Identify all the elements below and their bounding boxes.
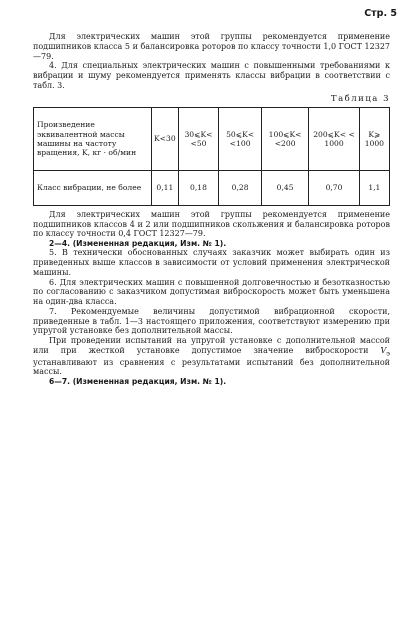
paragraph-test-installation [33, 336, 390, 377]
paragraph-bearings-class5: Для электрических машин этой группы рекомендуется применение подшипников класса 5 и балансировка роторов по классу точности 1,0 ГОСТ 12327—79. [33, 32, 390, 61]
page-number: Стр. 5 [364, 8, 397, 19]
velocity-symbol: V [380, 345, 387, 355]
paragraph-item-5: 5. В технически обоснованных случаях заказчик может выбирать один из приведенных выше классов в зависимости от условий применения электрической машины. [33, 248, 390, 277]
table-header-cell: K⩾ 1000 [359, 107, 389, 170]
table-cell: 0,45 [261, 170, 308, 205]
velocity-subscript: э [386, 349, 390, 358]
table-header-cell: K<30 [152, 107, 179, 170]
table-row [34, 170, 390, 205]
amendment-note-6-7: 6—7. (Измененная редакция, Изм. № 1). [49, 377, 227, 387]
table-header-cell: 50⩽K< <100 [219, 107, 262, 170]
table-cell: 0,11 [152, 170, 179, 205]
table-cell: 1,1 [359, 170, 389, 205]
table-header-cell: 200⩽K< < 1000 [309, 107, 359, 170]
paragraph-bearings-class4: Для электрических машин этой группы рекомендуется применение подшипников классов 4 и 2 или подшипников скольжения и балансировка роторов по классу точности 0,4 ГОСТ 12327—79. [33, 209, 390, 239]
paragraph-text-end: устанавливают из сравнения с результатами испытаний без дополнительной массы. [33, 357, 390, 377]
paragraph-item-4: 4. Для специальных электрических машин с повышенными требованиями к вибрации и шуму рекомендуется применять классы вибрации в соответствии с табл. 3. [33, 61, 390, 90]
vibration-class-table [33, 107, 390, 206]
table-title: Таблица 3 [330, 93, 390, 104]
table-header-cell: Произведение эквивалентной массы машины на частоту вращения, K, кг · об/мин [34, 107, 152, 170]
table-cell: 0,28 [219, 170, 262, 205]
table-cell: 0,70 [309, 170, 359, 205]
document-body [33, 32, 390, 386]
paragraph-item-7: 7. Рекомендуемые величины допустимой вибрационной скорости, приведенные в табл. 1—3 настоящего приложения, соответствуют измерению при упругой установке без дополнительной массы. [33, 306, 390, 336]
table-header-cell: 30⩽K< <50 [178, 107, 219, 170]
table-header-cell: 100⩽K< <200 [261, 107, 308, 170]
table-header-row [34, 107, 390, 170]
paragraph-item-6: 6. Для электрических машин с повышенной долговечностью и безотказностью по согласованию с заказчиком допустимая виброскорость может быть уменьшена на один-два класса. [33, 277, 390, 307]
paragraph-text-start: При проведении испытаний на упругой установке с дополнительной массой или при жесткой установке допустимое значение виброскорости [33, 336, 390, 355]
table-cell: Класс вибрации, не более [34, 170, 152, 205]
table-cell: 0,18 [178, 170, 219, 205]
amendment-note-2-4: 2—4. (Измененная редакция, Изм. № 1). [49, 239, 227, 249]
